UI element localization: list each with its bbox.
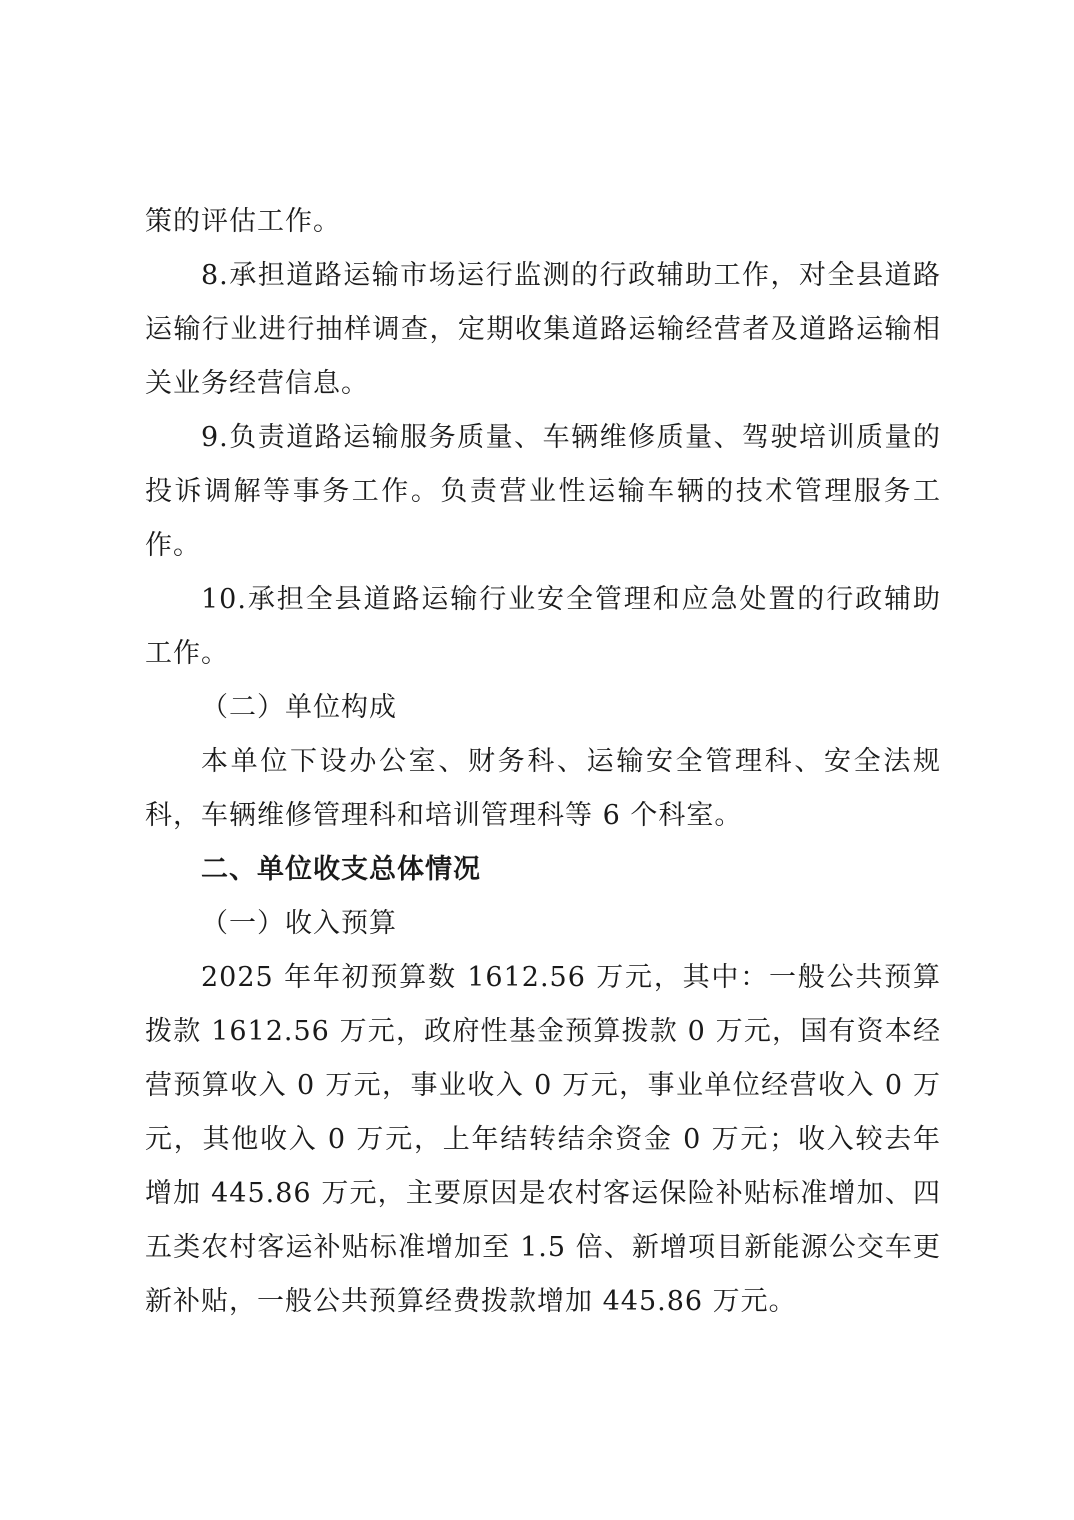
paragraph-income-budget: 2025 年年初预算数 1612.56 万元，其中：一般公共预算拨款 1612.56 万元，政府性基金预算拨款 0 万元，国有资本经营预算收入 0 万元，事业收入 0 万元，事业单位经营收入 0 万元，其他收入 0 万元，上年结转结余资金 0 万元；收入较去年增加 445.86 万元，主要原因是农村客运保险补贴标准增加、四五类农村客运补贴标准增加至 1.5 倍、新增项目新能源公交车更新补贴，一般公共预算经费拨款增加 445.86 万元。	[145, 962, 941, 1317]
section-heading-income-expenditure: 二、单位收支总体情况	[201, 854, 481, 885]
section-heading-income-budget: （一）收入预算	[201, 908, 397, 939]
paragraph-item-8: 8.承担道路运输市场运行监测的行政辅助工作，对全县道路运输行业进行抽样调查，定期收集道路运输经营者及道路运输相关业务经营信息。	[145, 260, 941, 399]
paragraph-item-10: 10.承担全县道路运输行业安全管理和应急处置的行政辅助工作。	[145, 584, 941, 669]
paragraph-unit-composition: 本单位下设办公室、财务科、运输安全管理科、安全法规科，车辆维修管理科和培训管理科等 6 个科室。	[145, 746, 941, 831]
paragraph-continuation: 策的评估工作。	[145, 206, 341, 237]
document-body	[145, 195, 941, 1329]
paragraph-item-9: 9.负责道路运输服务质量、车辆维修质量、驾驶培训质量的投诉调解等事务工作。负责营业性运输车辆的技术管理服务工作。	[145, 422, 941, 561]
section-heading-unit-composition: （二）单位构成	[201, 692, 397, 723]
